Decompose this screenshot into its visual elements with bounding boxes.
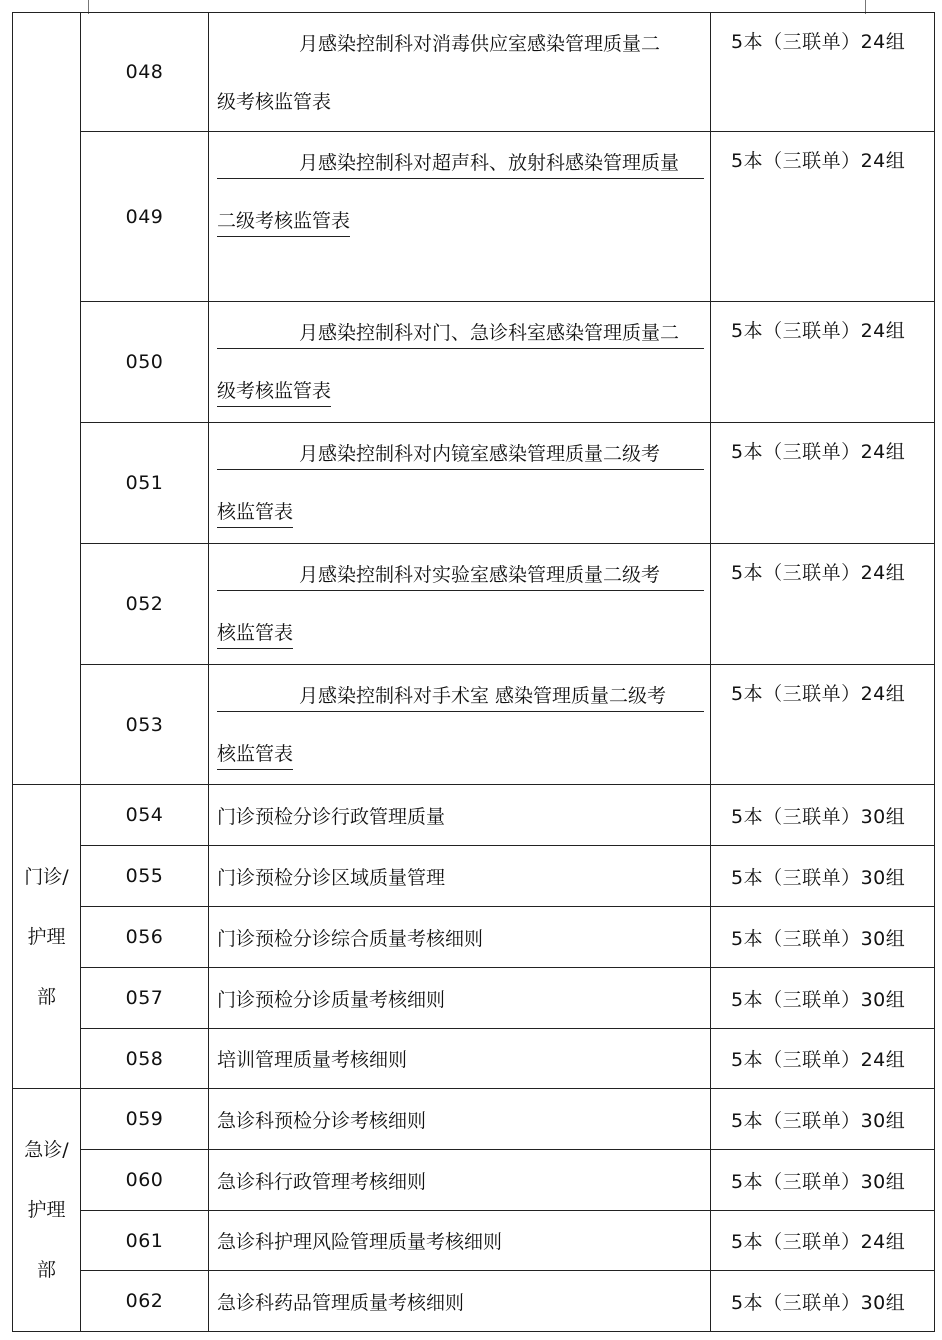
dept-label-line: 部	[36, 1259, 56, 1281]
form-quantity: 5本（三联单）24组	[711, 1211, 935, 1271]
form-title	[209, 1211, 711, 1271]
form-number: 060	[81, 1150, 209, 1211]
table-row	[13, 1271, 935, 1332]
form-title	[209, 13, 711, 132]
form-quantity: 5本（三联单）30组	[711, 968, 935, 1029]
form-title-text: 急诊科行政管理考核细则	[217, 1170, 427, 1193]
form-title-line1: 月感染控制科对实验室感染管理质量二级考	[217, 560, 704, 591]
form-number: 052	[81, 544, 209, 665]
form-quantity: 5本（三联单）30组	[711, 1271, 935, 1332]
table-row	[13, 1150, 935, 1211]
form-title	[209, 423, 711, 544]
form-title-text: 门诊预检分诊综合质量考核细则	[217, 927, 484, 950]
form-number: 061	[81, 1211, 209, 1271]
form-number: 050	[81, 302, 209, 423]
form-number: 054	[81, 785, 209, 846]
form-title	[209, 785, 711, 846]
form-title-line1: 月感染控制科对内镜室感染管理质量二级考	[217, 439, 704, 470]
table-row	[13, 665, 935, 785]
form-title-line1: 月感染控制科对消毒供应室感染管理质量二	[299, 33, 661, 55]
form-title-line2: 级考核监管表	[217, 91, 332, 113]
form-quantity: 5本（三联单）24组	[711, 544, 935, 665]
table-row	[13, 423, 935, 544]
form-title-line2: 级考核监管表	[217, 376, 331, 407]
table-row	[13, 302, 935, 423]
form-title-line1: 月感染控制科对手术室 感染管理质量二级考	[217, 681, 704, 712]
dept-cell-outpatient	[13, 785, 81, 1089]
form-number: 056	[81, 907, 209, 968]
form-title-line1: 月感染控制科对超声科、放射科感染管理质量	[217, 148, 704, 179]
form-quantity: 5本（三联单）30组	[711, 1150, 935, 1211]
dept-label-line: 急诊/	[24, 1139, 69, 1161]
form-quantity: 5本（三联单）24组	[711, 1029, 935, 1089]
form-quantity: 5本（三联单）24组	[711, 13, 935, 132]
table-row	[13, 907, 935, 968]
form-quantity: 5本（三联单）30组	[711, 1089, 935, 1150]
form-title-text: 门诊预检分诊质量考核细则	[217, 988, 446, 1011]
dept-cell-emergency	[13, 1089, 81, 1332]
form-number: 049	[81, 132, 209, 302]
document-page	[12, 0, 934, 1331]
form-quantity: 5本（三联单）24组	[711, 665, 935, 785]
form-title	[209, 544, 711, 665]
table-row	[13, 544, 935, 665]
table-row	[13, 785, 935, 846]
form-title-line2: 二级考核监管表	[217, 206, 350, 237]
table-row	[13, 1029, 935, 1089]
form-title	[209, 1089, 711, 1150]
form-title	[209, 907, 711, 968]
form-title-line2: 核监管表	[217, 739, 293, 770]
table-row	[13, 1211, 935, 1271]
form-list-table	[12, 12, 935, 1332]
form-quantity: 5本（三联单）24组	[711, 423, 935, 544]
form-number: 055	[81, 846, 209, 907]
form-title	[209, 132, 711, 302]
form-title-text: 急诊科药品管理质量考核细则	[217, 1291, 465, 1314]
form-quantity: 5本（三联单）30组	[711, 846, 935, 907]
dept-cell-empty	[13, 13, 81, 785]
form-title-text: 急诊科预检分诊考核细则	[217, 1109, 427, 1132]
form-quantity: 5本（三联单）30组	[711, 785, 935, 846]
form-number: 048	[81, 13, 209, 132]
form-number: 059	[81, 1089, 209, 1150]
form-title	[209, 1029, 711, 1089]
form-title	[209, 665, 711, 785]
form-title	[209, 1271, 711, 1332]
table-row	[13, 1089, 935, 1150]
dept-label-line: 护理	[27, 1199, 66, 1221]
form-title-line2: 核监管表	[217, 618, 293, 649]
form-quantity: 5本（三联单）24组	[711, 132, 935, 302]
form-number: 053	[81, 665, 209, 785]
form-number: 057	[81, 968, 209, 1029]
form-title-line2: 核监管表	[217, 497, 293, 528]
table-row	[13, 846, 935, 907]
dept-label-line: 部	[36, 985, 56, 1008]
form-title-text: 急诊科护理风险管理质量考核细则	[217, 1231, 503, 1253]
form-title-text: 门诊预检分诊区域质量管理	[217, 866, 446, 889]
form-title	[209, 846, 711, 907]
form-title-text: 培训管理质量考核细则	[217, 1049, 408, 1071]
dept-label-line: 护理	[27, 925, 66, 948]
form-quantity: 5本（三联单）30组	[711, 907, 935, 968]
form-number: 058	[81, 1029, 209, 1089]
table-row	[13, 968, 935, 1029]
dept-label-line: 门诊/	[24, 865, 69, 888]
form-title-text: 门诊预检分诊行政管理质量	[217, 805, 446, 828]
table-row	[13, 13, 935, 132]
form-title	[209, 1150, 711, 1211]
form-number: 062	[81, 1271, 209, 1332]
form-title-line1: 月感染控制科对门、急诊科室感染管理质量二	[217, 318, 704, 349]
table-row	[13, 132, 935, 302]
form-number: 051	[81, 423, 209, 544]
form-title	[209, 968, 711, 1029]
form-title	[209, 302, 711, 423]
form-quantity: 5本（三联单）24组	[711, 302, 935, 423]
